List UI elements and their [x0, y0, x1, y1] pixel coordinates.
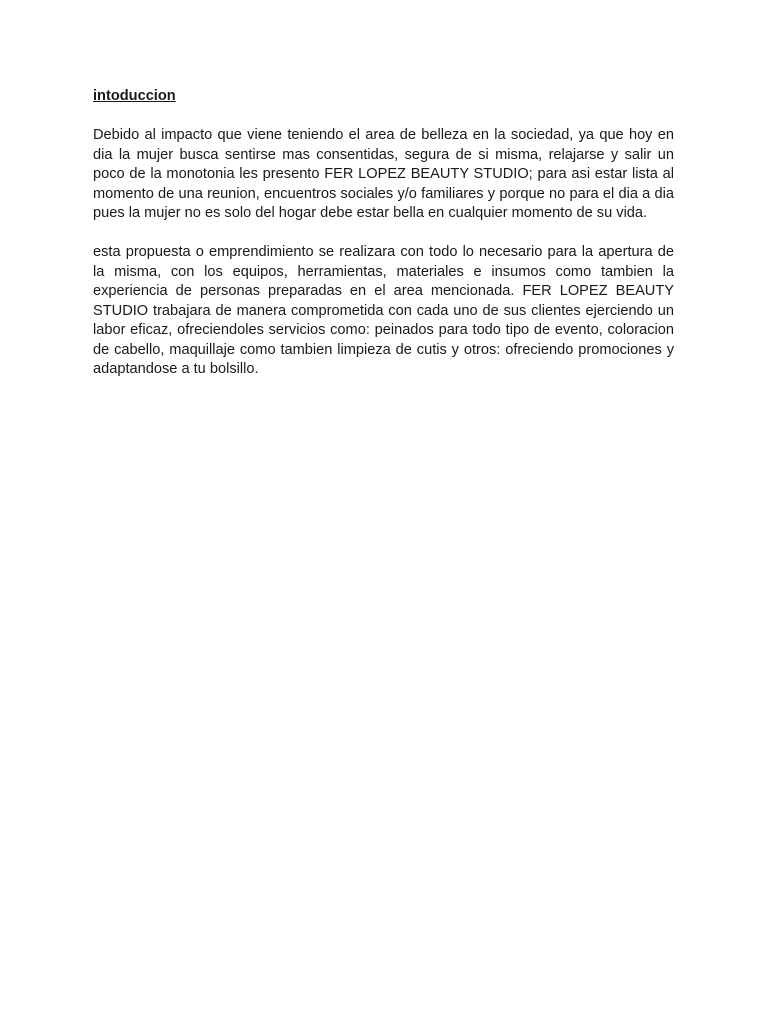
document-body	[93, 87, 674, 399]
paragraph-proposal: esta propuesta o emprendimiento se realizara con todo lo necesario para la apertura de la misma, con los equipos, herramientas, materiales e insumos como tambien la experiencia de personas preparadas en el area mencionada. FER LOPEZ BEAUTY STUDIO trabajara de manera comprometida con cada uno de sus clientes ejerciendo un labor eficaz, ofreciendoles servicios como: peinados para todo tipo de evento, coloracion de cabello, maquillaje como tambien limpieza de cutis y otros: ofreciendo promociones y adaptandose a tu bolsillo.	[93, 244, 674, 377]
section-heading: intoduccion	[93, 88, 176, 104]
paragraph-intro: Debido al impacto que viene teniendo el area de belleza en la sociedad, ya que hoy en dia la mujer busca sentirse mas consentidas, segura de si misma, relajarse y salir un poco de la monotonia les presento FER LOPEZ BEAUTY STUDIO; para asi estar lista al momento de una reunion, encuentros sociales y/o familiares y porque no para el dia a dia pues la mujer no es solo del hogar debe estar bella en cualquier momento de su vida.	[93, 127, 674, 221]
